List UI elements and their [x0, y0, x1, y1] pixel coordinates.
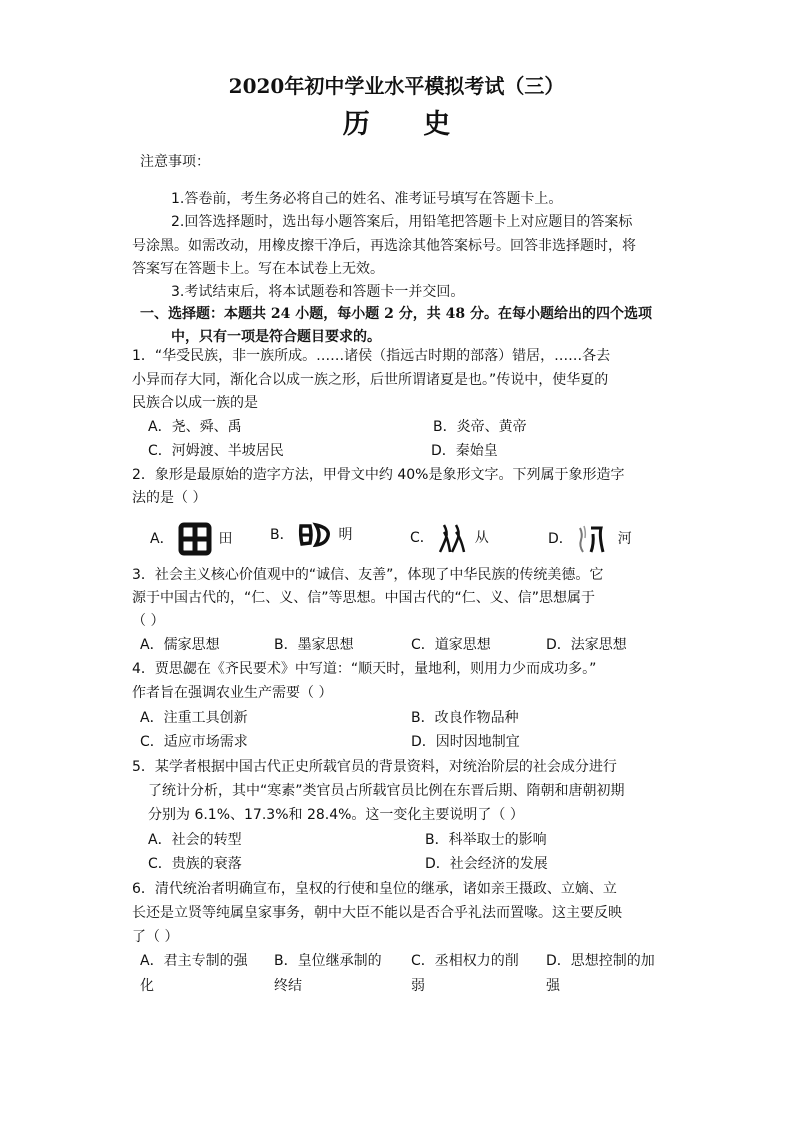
q4-line-1: 4．贾思勰在《齐民要术》中写道：“顺天时，量地利，则用力少而成功多。” — [132, 661, 597, 677]
q3-option-b: B．墨家思想 — [274, 637, 354, 653]
q2-option-d-label: D． — [548, 531, 573, 547]
q2-option-c — [410, 522, 489, 554]
q4-option-d: D．因时因地制宜 — [411, 734, 520, 750]
q5-line-1: 5．某学者根据中国古代正史所载官员的背景资料，对统治阶层的社会成分进行 — [132, 759, 617, 775]
q6-option-a-line-1: A．君主专制的强 — [140, 953, 248, 969]
q2-option-b — [270, 522, 353, 548]
q2-option-c-label: C． — [410, 530, 434, 546]
q6-option-b-line-1: B．皇位继承制的 — [274, 953, 382, 969]
section-heading-line-1: 一、选择题：本题共 24 小题，每小题 2 分，共 48 分。在每小题给出的四个选项 — [140, 306, 652, 322]
q6-line-1: 6．清代统治者明确宣布，皇权的行使和皇位的继承，诸如亲王摄政、立嫡、立 — [132, 881, 617, 897]
oracle-bone-cong-glyph — [438, 522, 468, 554]
q2-line-2: 法的是（ ） — [132, 490, 207, 506]
q2-option-b-char: 明 — [338, 527, 353, 543]
q3-line-3: （ ） — [132, 613, 165, 629]
q2-option-a-char: 田 — [218, 531, 233, 547]
q1-option-b: B．炎帝、黄帝 — [433, 419, 527, 435]
q6-option-a-line-2: 化 — [140, 978, 154, 994]
q3-option-c: C．道家思想 — [411, 637, 491, 653]
q1-line-2: 小异而存大同，渐化合以成一族之形，后世所谓诸夏是也。”传说中，使华夏的 — [132, 372, 609, 388]
q5-option-a: A．社会的转型 — [148, 832, 242, 848]
oracle-bone-tian-glyph — [178, 522, 212, 556]
q2-option-c-char: 从 — [474, 530, 489, 546]
q1-option-c: C．河姆渡、半坡居民 — [148, 443, 284, 459]
q4-option-a: A．注重工具创新 — [140, 710, 248, 726]
q6-line-2: 长还是立贤等纯属皇家事务，朝中大臣不能以是否合乎礼法而置喙。这主要反映 — [132, 905, 622, 921]
q1-line-1: 1．“华受民族，非一族所成。……诸侯（指远古时期的部落）错居，……各去 — [132, 348, 611, 364]
q2-option-d-char: 河 — [617, 531, 632, 547]
q2-line-1: 2．象形是最原始的造字方法，甲骨文中约 40%是象形文字。下列属于象形造字 — [132, 467, 625, 483]
q6-option-d-line-2: 强 — [546, 978, 560, 994]
q2-option-a — [150, 522, 232, 556]
oracle-bone-ming-glyph — [298, 522, 332, 548]
q6-option-b-line-2: 终结 — [274, 978, 302, 994]
q2-option-d — [548, 522, 632, 556]
q4-option-c: C．适应市场需求 — [140, 734, 248, 750]
oracle-bone-he-glyph — [577, 522, 611, 556]
note-2-line-1: 2.回答选择题时，选出每小题答案后，用铅笔把答题卡上对应题目的答案标 — [171, 214, 633, 230]
q4-line-2: 作者旨在强调农业生产需要（ ） — [132, 685, 333, 701]
section-heading-line-2: 中，只有一项是符合题目要求的。 — [171, 329, 381, 345]
q5-line-2: 了统计分析，其中“寒素”类官员占所载官员比例在东晋后期、隋朝和唐朝初期 — [148, 783, 625, 799]
q2-option-b-label: B． — [270, 527, 294, 543]
q6-option-d-line-1: D．思想控制的加 — [546, 953, 655, 969]
q5-option-b: B．科举取士的影响 — [425, 832, 547, 848]
q6-option-c-line-1: C．丞相权力的削 — [411, 953, 519, 969]
q6-option-c-line-2: 弱 — [411, 978, 425, 994]
q6-line-3: 了（ ） — [132, 929, 179, 945]
note-3: 3.考试结束后，将本试题卷和答题卡一并交回。 — [171, 284, 465, 300]
q2-option-a-label: A． — [150, 531, 174, 547]
q1-option-d: D．秦始皇 — [431, 443, 498, 459]
q5-option-c: C．贵族的衰落 — [148, 856, 242, 872]
exam-title: 2020年初中学业水平模拟考试（三） — [228, 74, 565, 98]
q1-line-3: 民族合以成一族的是 — [132, 395, 258, 411]
q3-line-2: 源于中国古代的，“仁、义、信”等思想。中国古代的“仁、义、信”思想属于 — [132, 590, 596, 606]
notes-heading: 注意事项： — [140, 154, 210, 170]
q5-option-d: D．社会经济的发展 — [425, 856, 548, 872]
q3-line-1: 3．社会主义核心价值观中的“诚信、友善”，体现了中华民族的传统美德。它 — [132, 567, 604, 583]
q5-line-3: 分别为 6.1%、17.3%和 28.4%。这一变化主要说明了（ ） — [148, 807, 524, 823]
q1-option-a: A．尧、舜、禹 — [148, 419, 242, 435]
q3-option-d: D．法家思想 — [546, 637, 627, 653]
subject-title: 历 史 — [342, 109, 473, 140]
note-1: 1.答卷前，考生务必将自己的姓名、准考证号填写在答题卡上。 — [171, 191, 563, 207]
q3-option-a: A．儒家思想 — [140, 637, 220, 653]
note-2-line-3: 答案写在答题卡上。写在本试卷上无效。 — [132, 261, 384, 277]
note-2-line-2: 号涂黑。如需改动，用橡皮擦干净后，再选涂其他答案标号。回答非选择题时，将 — [132, 238, 636, 254]
q4-option-b: B．改良作物品种 — [411, 710, 519, 726]
